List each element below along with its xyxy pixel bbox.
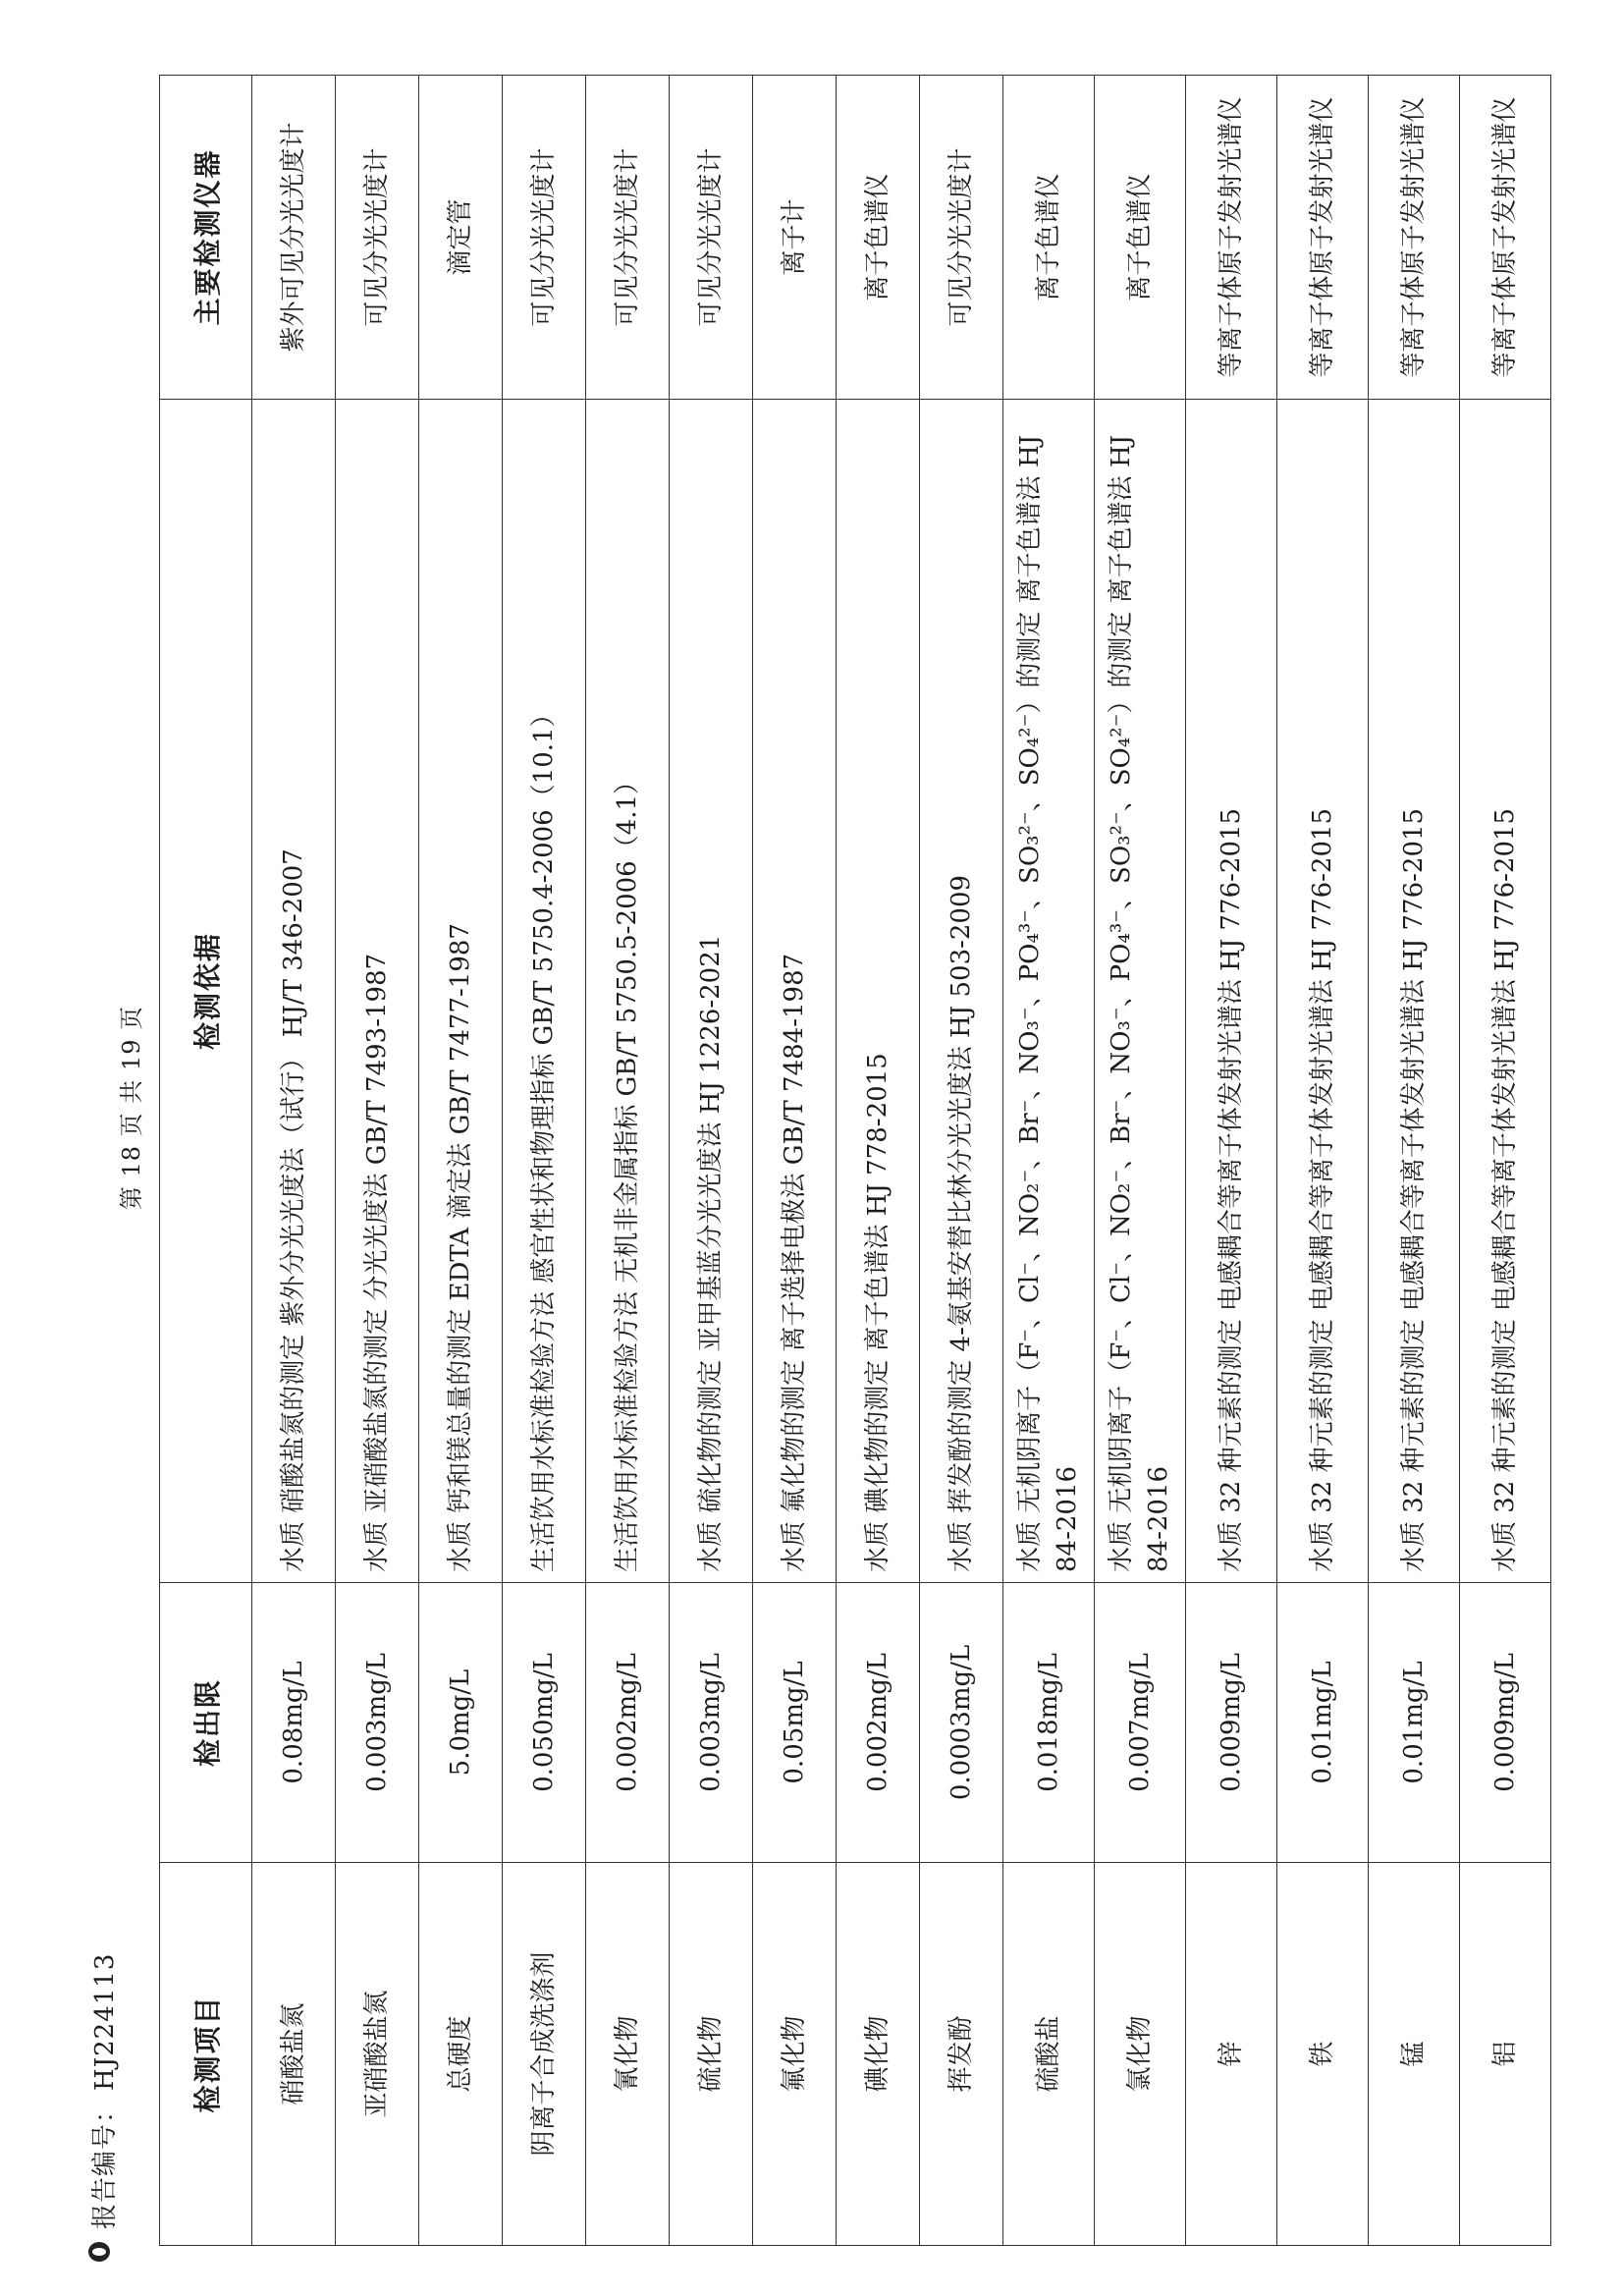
test-item-cell: 亚硝酸盐氮 <box>336 1863 419 2246</box>
test-method-cell: 水质 氟化物的测定 离子选择电极法 GB/T 7484-1987 <box>753 400 837 1583</box>
instrument-cell: 滴定管 <box>419 76 503 400</box>
table-row <box>1095 76 1186 2246</box>
company-logo-icon <box>86 2236 112 2264</box>
instrument-cell: 离子计 <box>753 76 837 400</box>
table-row <box>252 76 336 2246</box>
detection-limit-cell: 0.050mg/L <box>503 1583 586 1863</box>
table-row <box>1003 76 1095 2246</box>
detection-limit-cell: 5.0mg/L <box>419 1583 503 1863</box>
detection-limit-cell: 0.003mg/L <box>336 1583 419 1863</box>
table-row <box>419 76 503 2246</box>
instrument-cell: 等离子体原子发射光谱仪 <box>1369 76 1460 400</box>
detection-limit-cell: 0.01mg/L <box>1277 1583 1369 1863</box>
test-method-table <box>159 75 1551 2246</box>
detection-limit-cell: 0.003mg/L <box>670 1583 753 1863</box>
table-row <box>753 76 837 2246</box>
test-method-cell: 水质 无机阴离子（F⁻、Cl⁻、NO₂⁻、Br⁻、NO₃⁻、PO₄³⁻、SO₃²⁻、SO₄²⁻）的测定 离子色谱法 HJ 84-2016 <box>1003 400 1095 1583</box>
test-item-cell: 挥发酚 <box>920 1863 1003 2246</box>
detection-limit-cell: 0.009mg/L <box>1460 1583 1551 1863</box>
col-header-limit: 检出限 <box>160 1583 252 1863</box>
test-item-cell: 铁 <box>1277 1863 1369 2246</box>
test-method-cell: 水质 硫化物的测定 亚甲基蓝分光光度法 HJ 1226-2021 <box>670 400 753 1583</box>
test-method-cell: 水质 碘化物的测定 离子色谱法 HJ 778-2015 <box>837 400 920 1583</box>
detection-limit-cell: 0.05mg/L <box>753 1583 837 1863</box>
test-method-cell: 水质 32 种元素的测定 电感耦合等离子体发射光谱法 HJ 776-2015 <box>1277 400 1369 1583</box>
detection-limit-cell: 0.002mg/L <box>586 1583 670 1863</box>
instrument-cell: 等离子体原子发射光谱仪 <box>1460 76 1551 400</box>
test-method-cell: 水质 无机阴离子（F⁻、Cl⁻、NO₂⁻、Br⁻、NO₃⁻、PO₄³⁻、SO₃²⁻、SO₄²⁻）的测定 离子色谱法 HJ 84-2016 <box>1095 400 1186 1583</box>
table-row <box>1369 76 1460 2246</box>
page-number: 第 18 页 共 19 页 <box>118 1005 145 1211</box>
test-item-cell: 氰化物 <box>586 1863 670 2246</box>
instrument-cell: 可见分光光度计 <box>336 76 419 400</box>
test-item-cell: 氯化物 <box>1095 1863 1186 2246</box>
table-row <box>503 76 586 2246</box>
test-method-cell: 水质 32 种元素的测定 电感耦合等离子体发射光谱法 HJ 776-2015 <box>1186 400 1277 1583</box>
table-body <box>252 76 1551 2246</box>
detection-limit-cell: 0.01mg/L <box>1369 1583 1460 1863</box>
table-row <box>837 76 920 2246</box>
table-row <box>920 76 1003 2246</box>
detection-limit-cell: 0.0003mg/L <box>920 1583 1003 1863</box>
test-method-cell: 水质 32 种元素的测定 电感耦合等离子体发射光谱法 HJ 776-2015 <box>1369 400 1460 1583</box>
test-item-cell: 硝酸盐氮 <box>252 1863 336 2246</box>
col-header-instrument: 主要检测仪器 <box>160 76 252 400</box>
table-row <box>586 76 670 2246</box>
detection-limit-cell: 0.007mg/L <box>1095 1583 1186 1863</box>
test-method-cell: 水质 硝酸盐氮的测定 紫外分光光度法（试行） HJ/T 346-2007 <box>252 400 336 1583</box>
test-item-cell: 碘化物 <box>837 1863 920 2246</box>
test-item-cell: 锌 <box>1186 1863 1277 2246</box>
col-header-method: 检测依据 <box>160 400 252 1583</box>
instrument-cell: 可见分光光度计 <box>503 76 586 400</box>
test-item-cell: 硫酸盐 <box>1003 1863 1095 2246</box>
instrument-cell: 离子色谱仪 <box>837 76 920 400</box>
detection-limit-cell: 0.009mg/L <box>1186 1583 1277 1863</box>
test-item-cell: 铝 <box>1460 1863 1551 2246</box>
instrument-cell: 等离子体原子发射光谱仪 <box>1186 76 1277 400</box>
col-header-item: 检测项目 <box>160 1863 252 2246</box>
report-number-value: HJ224113 <box>90 1952 120 2091</box>
test-item-cell: 锰 <box>1369 1863 1460 2246</box>
test-item-cell: 总硬度 <box>419 1863 503 2246</box>
instrument-cell: 可见分光光度计 <box>586 76 670 400</box>
detection-limit-cell: 0.002mg/L <box>837 1583 920 1863</box>
test-method-cell: 生活饮用水标准检验方法 感官性状和物理指标 GB/T 5750.4-2006（10.1） <box>503 400 586 1583</box>
instrument-cell: 离子色谱仪 <box>1003 76 1095 400</box>
test-method-cell: 水质 挥发酚的测定 4-氨基安替比林分光光度法 HJ 503-2009 <box>920 400 1003 1583</box>
table-row <box>1277 76 1369 2246</box>
table-row <box>670 76 753 2246</box>
test-item-cell: 硫化物 <box>670 1863 753 2246</box>
test-method-cell: 生活饮用水标准检验方法 无机非金属指标 GB/T 5750.5-2006（4.1） <box>586 400 670 1583</box>
report-number-label: 报告编号： <box>90 2096 120 2229</box>
test-item-cell: 阴离子合成洗涤剂 <box>503 1863 586 2246</box>
detection-limit-cell: 0.018mg/L <box>1003 1583 1095 1863</box>
detection-limit-cell: 0.08mg/L <box>252 1583 336 1863</box>
table-row <box>1460 76 1551 2246</box>
test-method-cell: 水质 32 种元素的测定 电感耦合等离子体发射光谱法 HJ 776-2015 <box>1460 400 1551 1583</box>
test-method-cell: 水质 亚硝酸盐氮的测定 分光光度法 GB/T 7493-1987 <box>336 400 419 1583</box>
report-number <box>84 1953 121 2229</box>
table-row <box>1186 76 1277 2246</box>
instrument-cell: 可见分光光度计 <box>920 76 1003 400</box>
instrument-cell: 紫外可见分光光度计 <box>252 76 336 400</box>
instrument-cell: 可见分光光度计 <box>670 76 753 400</box>
test-method-cell: 水质 钙和镁总量的测定 EDTA 滴定法 GB/T 7477-1987 <box>419 400 503 1583</box>
instrument-cell: 等离子体原子发射光谱仪 <box>1277 76 1369 400</box>
table-row <box>336 76 419 2246</box>
instrument-cell: 离子色谱仪 <box>1095 76 1186 400</box>
table-header-row <box>160 76 252 2246</box>
test-item-cell: 氟化物 <box>753 1863 837 2246</box>
